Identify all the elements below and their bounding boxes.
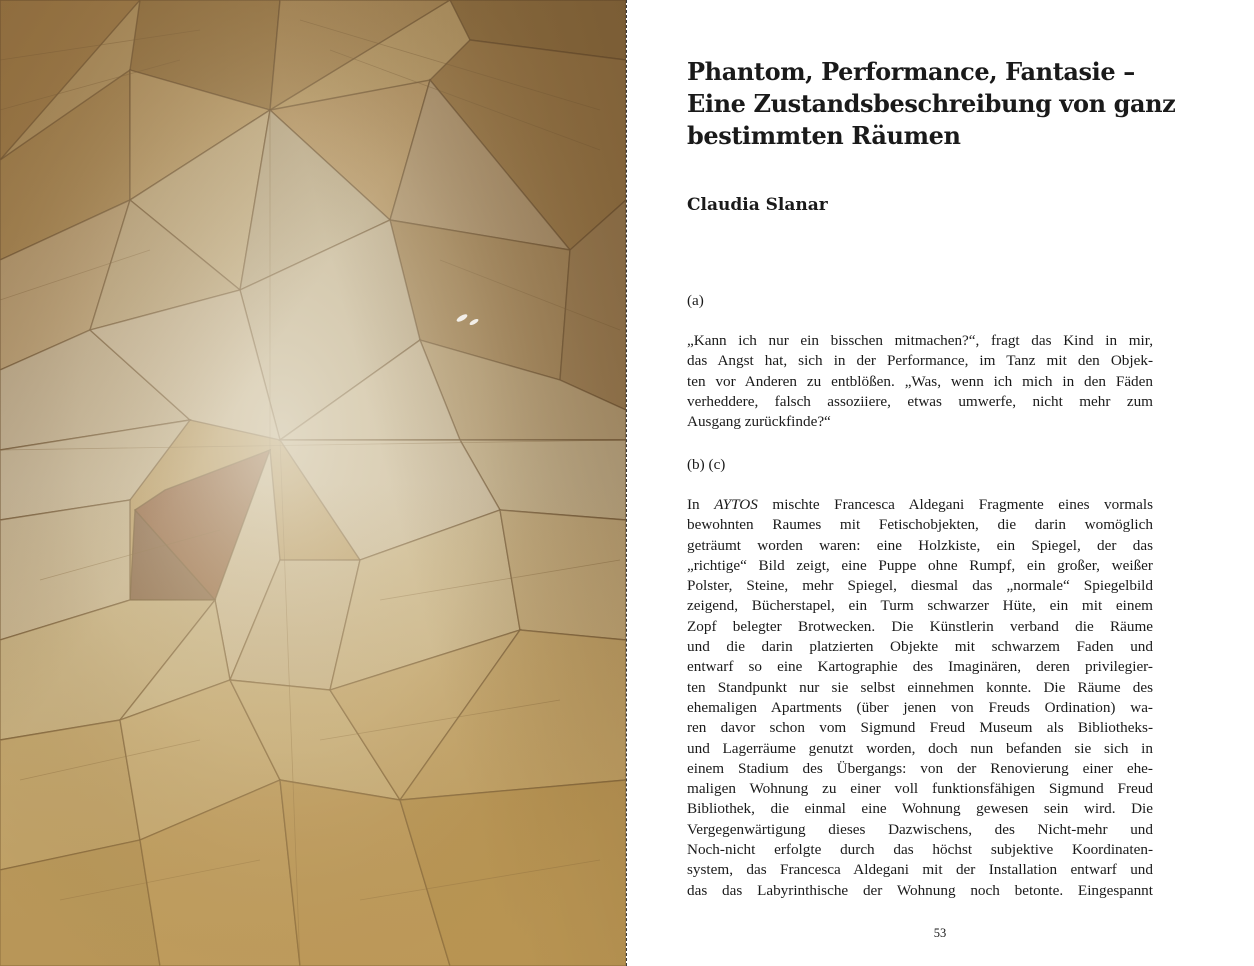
text-line: ten vor Anderen zu entblößen. „Was, wenn ich mich in den Fäden [687, 372, 1153, 390]
text-fragment: mischte Francesca Aldegani Fragmente eines vormals [757, 496, 1153, 513]
text-line: maligen Wohnung zu einer voll funktionsfähigen Sigmund Freud [687, 780, 1153, 798]
text-line: verheddere, falsch assoziiere, etwas umwerfe, nicht mehr zum [687, 392, 1153, 410]
text-line: Zopf belegter Brotwecken. Die Künstlerin verband die Räume [687, 617, 1153, 635]
page-gutter [626, 0, 627, 966]
text-line: bewohnten Raumes mit Fetischobjekten, die darin womöglich [687, 516, 1153, 534]
article-title [687, 56, 1176, 152]
text-line: system, das Francesca Aldegani mit der Installation entwarf und [687, 861, 1153, 879]
text-line: „richtige“ Bild zeigt, eine Puppe ohne Rumpf, ein großer, weißer [687, 556, 1153, 574]
text-line: ten Standpunkt nur sie selbst einnehmen konnte. Die Räume des [687, 678, 1153, 696]
section-marker-a: (a) [687, 292, 704, 309]
text-line: zeigend, Bücherstapel, ein Turm schwarzer Hüte, ein mit einem [687, 597, 1153, 615]
text-line: ehemaligen Apartments (über jenen von Freuds Ordination) wa- [687, 698, 1153, 716]
author-name: Claudia Slanar [687, 195, 828, 215]
text-line: Ausgang zurückfinde?“ [687, 413, 831, 431]
title-line: Eine Zustandsbeschreibung von ganz [687, 89, 1176, 118]
text-line: das Angst hat, sich in der Performance, im Tanz mit den Objek- [687, 352, 1153, 370]
text-line: das das Labyrinthische der Wohnung noch betonte. Eingespannt [687, 881, 1153, 899]
parquet-floor-photo [0, 0, 626, 966]
text-line: Bibliothek, die einmal eine Wohnung gewesen sein wird. Die [687, 800, 1153, 818]
text-line: und die darin platzierten Objekte mit schwarzem Faden und [687, 638, 1153, 656]
paragraph-2 [687, 495, 1153, 901]
parquet-floor-image [0, 0, 626, 966]
title-line: bestimmten Räumen [687, 121, 961, 150]
text-line: Polster, Steine, mehr Spiegel, diesmal das „normale“ Spiegelbild [687, 577, 1153, 595]
text-line: entwarf so eine Kartographie des Imaginären, deren privilegier- [687, 658, 1153, 676]
text-line: „Kann ich nur ein bisschen mitmachen?“, fragt das Kind in mir, [687, 332, 1153, 349]
text-line: einem Stadium des Übergangs: von der Renovierung einer ehe- [687, 759, 1153, 777]
text-line: Vergegenwärtigung dieses Dazwischens, des Nicht-mehr und [687, 820, 1153, 838]
work-title-aytos: AYTOS [714, 496, 758, 513]
section-marker-bc: (b) (c) [687, 456, 726, 473]
text-line [687, 495, 1153, 515]
text-fragment: In [687, 496, 715, 513]
title-line: Phantom, Performance, Fantasie – [687, 57, 1135, 86]
paragraph-1 [687, 331, 1153, 432]
text-line: ren davor schon vom Sigmund Freud Museum als Bibliotheks- [687, 719, 1153, 737]
text-line: geträumt worden waren: eine Holzkiste, ein Spiegel, der das [687, 536, 1153, 554]
page-number: 53 [933, 926, 947, 940]
text-line: Noch-nicht erfolgte durch das höchst subjektive Koordinaten- [687, 841, 1153, 859]
text-line: und Lagerräume genutzt worden, doch nun befanden sie sich in [687, 739, 1153, 757]
text-page [628, 0, 1254, 966]
